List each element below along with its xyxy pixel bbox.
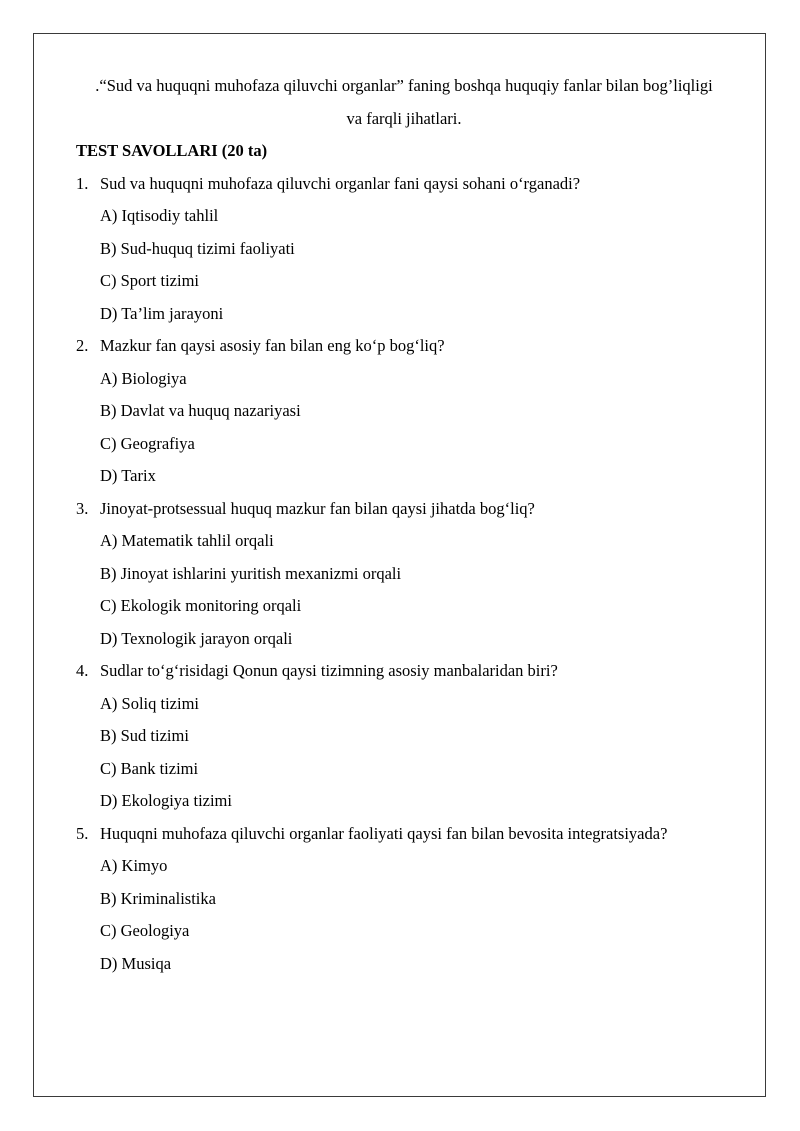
answer-option-c: C) Geografiya: [100, 433, 195, 453]
answer-option-d: D) Texnologik jarayon orqali: [100, 628, 293, 648]
answer-option-c: C) Sport tizimi: [100, 271, 199, 290]
answer-option-a: A) Kimyo: [100, 856, 168, 875]
answer-option-b: B) Jinoyat ishlarini yuritish mexanizmi orqali: [100, 563, 402, 583]
question-number: 1.: [76, 173, 89, 193]
question-5: [76, 818, 724, 981]
answer-option-b: B) Sud-huquq tizimi faoliyati: [100, 238, 295, 258]
answer-option-d: D) Ekologiya tizimi: [100, 791, 232, 810]
answer-option-c: C) Ekologik monitoring orqali: [100, 596, 302, 615]
answer-options: [76, 850, 724, 980]
answer-option-a: A) Soliq tizimi: [100, 693, 199, 713]
answer-option-d: D) Ta’lim jarayoni: [100, 303, 224, 323]
answer-option-b: B) Davlat va huquq nazariyasi: [100, 401, 301, 420]
answer-options: [76, 363, 724, 493]
answer-option-a: A) Matematik tahlil orqali: [100, 531, 274, 550]
answer-option-a: A) Biologiya: [100, 368, 187, 388]
question-4: [76, 655, 724, 818]
question-text: Mazkur fan qaysi asosiy fan bilan eng ko‘p bog‘liq?: [100, 336, 445, 355]
answer-option-b: B) Kriminalistika: [100, 888, 216, 908]
answer-option-c: C) Bank tizimi: [100, 758, 199, 778]
question-2: [76, 330, 724, 493]
question-text: Sudlar to‘g‘risidagi Qonun qaysi tizimning asosiy manbalaridan biri?: [100, 661, 558, 680]
question-number: 2.: [76, 336, 89, 355]
question-1: [76, 168, 724, 331]
document-body: [76, 70, 724, 980]
question-number: 5.: [76, 823, 89, 843]
document-title: .“Sud va huquqni muhofaza qiluvchi organlar” faning boshqa huquqiy fanlar bilan bog’liqligi va farqli jihatlari.: [95, 76, 713, 128]
question-3: [76, 493, 724, 656]
answer-option-b: B) Sud tizimi: [100, 726, 189, 745]
section-heading: TEST SAVOLLARI (20 ta): [76, 141, 268, 160]
answer-option-d: D) Musiqa: [100, 953, 172, 973]
answer-option-c: C) Geologiya: [100, 921, 190, 940]
answer-options: [76, 525, 724, 655]
question-number: 3.: [76, 498, 89, 518]
answer-options: [76, 200, 724, 330]
question-text: Huquqni muhofaza qiluvchi organlar faoliyati qaysi fan bilan bevosita integratsiyada?: [100, 823, 668, 843]
question-text: Jinoyat-protsessual huquq mazkur fan bilan qaysi jihatda bog‘liq?: [100, 498, 535, 518]
question-text: Sud va huquqni muhofaza qiluvchi organlar fani qaysi sohani o‘rganadi?: [100, 173, 581, 193]
question-number: 4.: [76, 661, 89, 680]
answer-option-d: D) Tarix: [100, 466, 156, 485]
answer-option-a: A) Iqtisodiy tahlil: [100, 206, 219, 225]
answer-options: [76, 688, 724, 818]
